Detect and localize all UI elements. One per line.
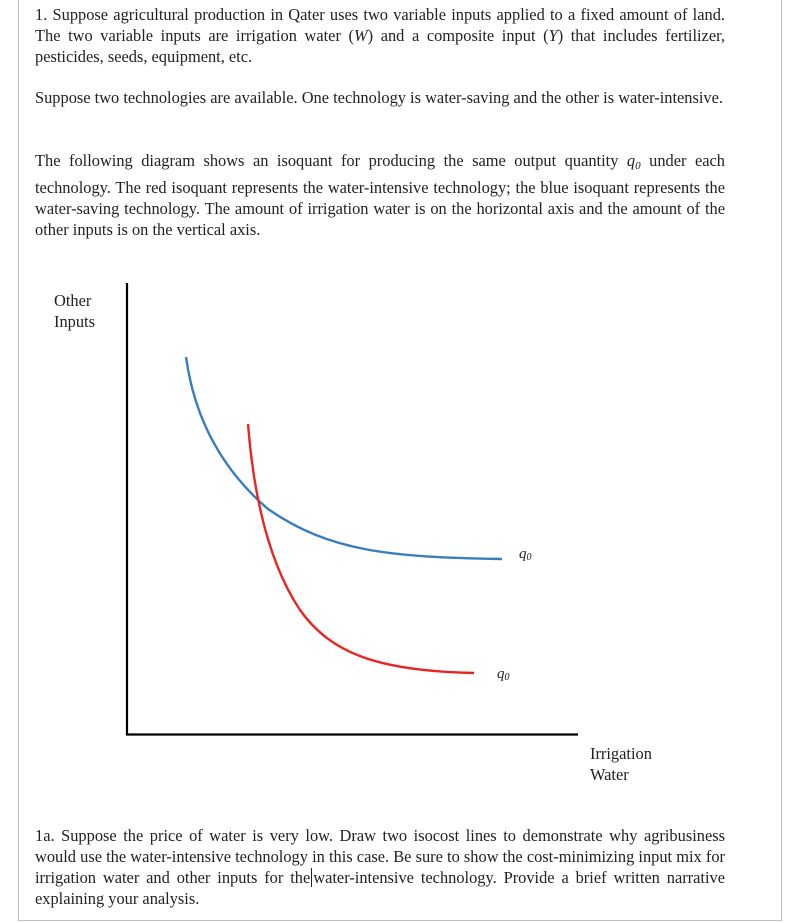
symbol-w: W	[353, 26, 368, 45]
question-paragraph: 1. Suppose agricultural production in Qater uses two variable inputs applied to a fixed amount of land. The two variable inputs are irrigation water (W) and a composite input (Y) that includes fertilizer, pesticides, seeds, equipment, etc.	[35, 5, 725, 66]
blue-isoquant-label: q0	[519, 546, 532, 563]
technology-paragraph: Suppose two technologies are available. One technology is water-saving and the other is water-intensive.	[35, 88, 723, 107]
q-subscript: 0	[635, 160, 641, 172]
diagram-description-paragraph: The following diagram shows an isoquant for producing the same output quantity $q_0$ under each technology. The red isoquant represents the water-intensive technology; the blue isoquant represents the water-saving technology. The amount of irrigation water is on the horizontal axis and the amount of the other inputs is on the vertical axis.	[35, 151, 725, 239]
water-saving-isoquant-curve	[186, 357, 502, 559]
red-isoquant-label: q0	[497, 666, 510, 683]
y-axis-label: Other Inputs	[54, 291, 95, 331]
subquestion-1a-paragraph: 1a. Suppose the price of water is very low. Draw two isocost lines to demonstrate why agribusiness would use the water-intensive technology in this case. Be sure to show the cost-minimizing input mix for irrigation water and other inputs for the water-intensive technology. Provide a brief written narrative explaining your analysis.	[35, 826, 725, 908]
q-symbol: q	[626, 151, 636, 170]
x-axis-label: Irrigation Water	[590, 744, 652, 784]
question-number: 1.	[35, 5, 48, 24]
symbol-y: Y	[548, 26, 558, 45]
